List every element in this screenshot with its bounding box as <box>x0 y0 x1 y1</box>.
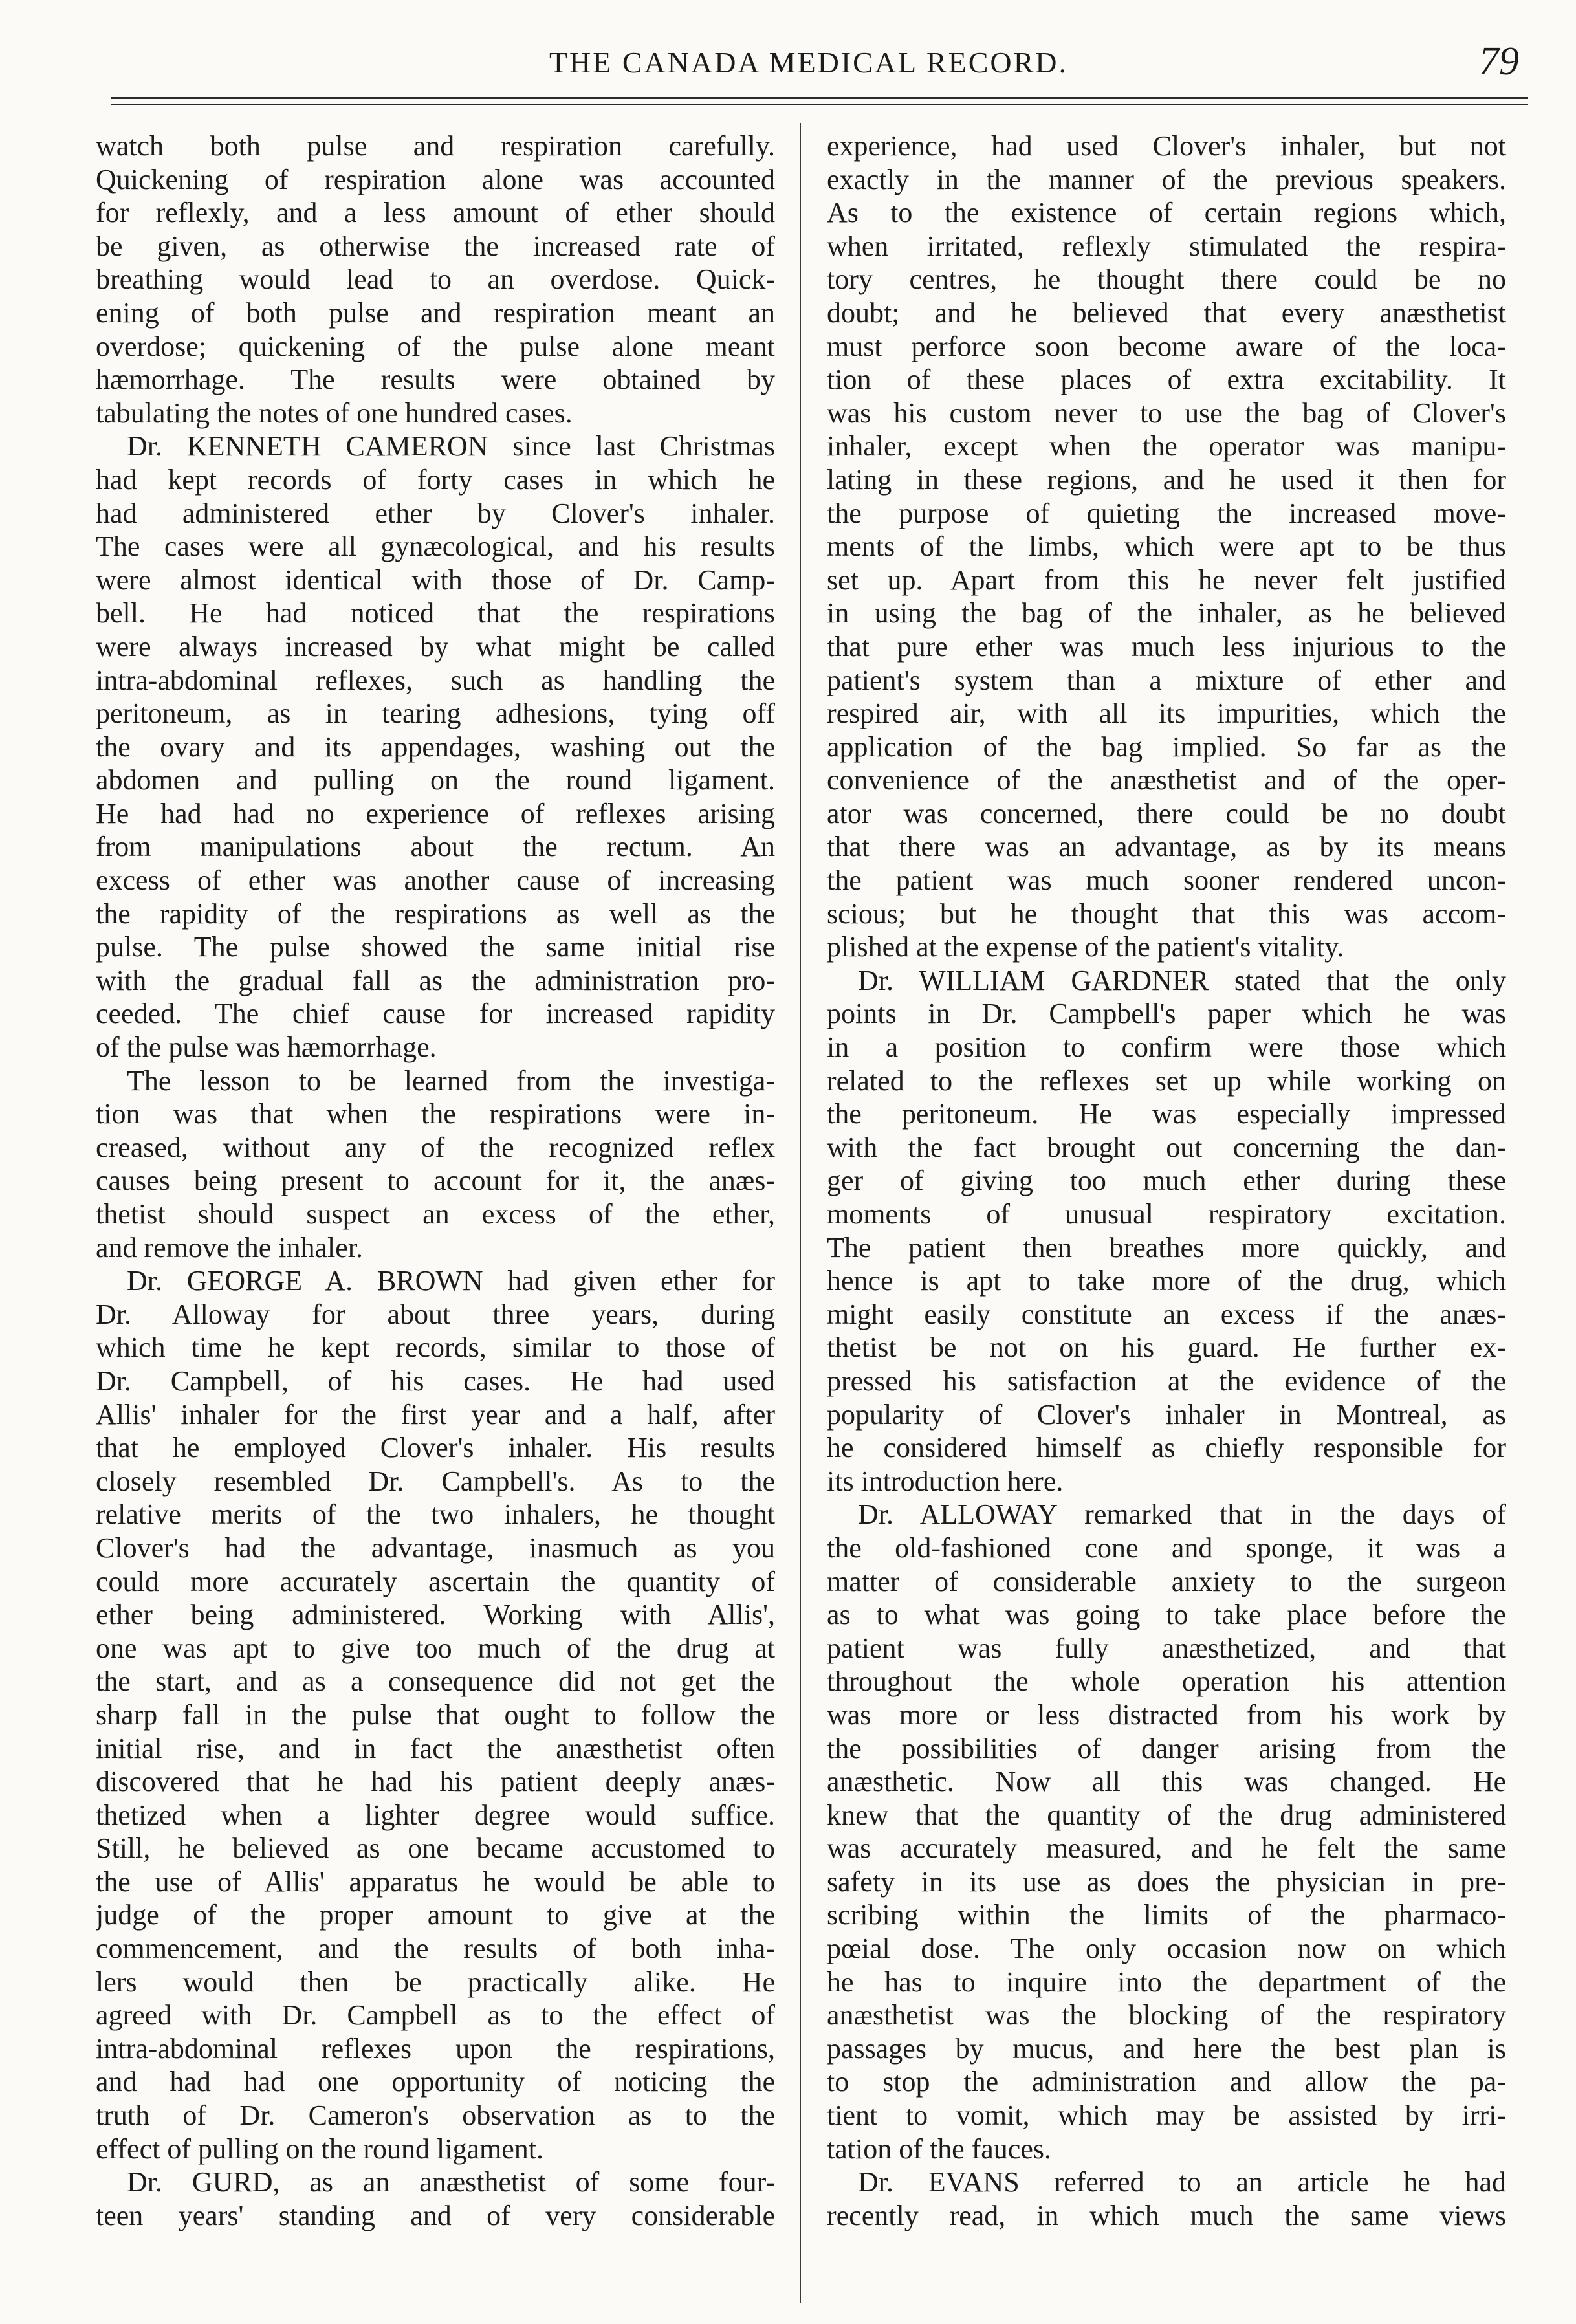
text-line: anæsthetic. Now all this was changed. He <box>827 1766 1506 1798</box>
text-line: were always increased by what might be called <box>96 630 775 663</box>
text-line: moments of unusual respiratory excitation. <box>827 1198 1506 1230</box>
text-line: safety in its use as does the physician in pre- <box>827 1865 1506 1898</box>
text-line: tabulating the notes of one hundred cases. <box>96 397 573 429</box>
text-line: Dr. ALLOWAY remarked that in the days of <box>858 1498 1506 1531</box>
text-line: exactly in the manner of the previous speakers. <box>827 163 1506 195</box>
text-line: the start, and as a consequence did not get the <box>96 1665 775 1698</box>
header-rule <box>111 104 1528 105</box>
text-line: ceeded. The chief cause for increased rapidity <box>96 998 775 1030</box>
text-line: when irritated, reflexly stimulated the respira- <box>827 230 1506 262</box>
text-line: As to the existence of certain regions which, <box>827 197 1506 229</box>
text-line: plished at the expense of the patient's vitality. <box>827 931 1344 963</box>
text-line: ger of giving too much ether during these <box>827 1165 1506 1197</box>
text-line: knew that the quantity of the drug administered <box>827 1799 1506 1831</box>
text-line: ether being administered. Working with Allis', <box>96 1599 775 1631</box>
text-line: the possibilities of danger arising from the <box>827 1732 1506 1764</box>
text-line: patient's system than a mixture of ether and <box>827 664 1506 696</box>
text-line: which time he kept records, similar to those of <box>96 1332 775 1364</box>
text-line: initial rise, and in fact the anæsthetist often <box>96 1732 775 1764</box>
text-line: Dr. EVANS referred to an article he had <box>858 2166 1506 2198</box>
text-line: Dr. Campbell, of his cases. He had used <box>96 1365 775 1397</box>
text-line: tion was that when the respirations were in- <box>96 1098 775 1130</box>
text-line: The lesson to be learned from the investiga- <box>127 1064 775 1097</box>
text-line: teen years' standing and of very considerable <box>96 2199 775 2231</box>
text-line: Dr. Alloway for about three years, during <box>96 1298 775 1330</box>
text-line: He had had no experience of reflexes arising <box>96 797 775 829</box>
text-line: and had had one opportunity of noticing the <box>96 2066 775 2098</box>
text-line: ator was concerned, there could be no doubt <box>827 797 1506 829</box>
text-line: discovered that he had his patient deeply anæs- <box>96 1766 775 1798</box>
text-line: had administered ether by Clover's inhaler. <box>96 497 775 529</box>
text-line: was accurately measured, and he felt the same <box>827 1832 1506 1865</box>
text-line: from manipulations about the rectum. An <box>96 831 775 863</box>
text-line: Dr. GEORGE A. BROWN had given ether for <box>127 1265 775 1297</box>
text-line: relative merits of the two inhalers, he thought <box>96 1498 775 1531</box>
text-line: intra-abdominal reflexes upon the respirations, <box>96 2032 775 2065</box>
text-line: the rapidity of the respirations as well as the <box>96 897 775 930</box>
text-line: for reflexly, and a less amount of ether should <box>96 197 775 229</box>
text-line: experience, had used Clover's inhaler, but not <box>827 130 1506 162</box>
text-line: patient was fully anæsthetized, and that <box>827 1632 1506 1664</box>
text-line: scious; but he thought that this was accom- <box>827 897 1506 930</box>
text-line: peritoneum, as in tearing adhesions, tying off <box>96 697 775 730</box>
text-line: the patient was much sooner rendered uncon- <box>827 864 1506 897</box>
column-divider <box>800 123 801 2303</box>
text-line: hæmorrhage. The results were obtained by <box>96 364 775 396</box>
text-line: points in Dr. Campbell's paper which he was <box>827 998 1506 1030</box>
text-line: thetized when a lighter degree would suffice. <box>96 1799 775 1831</box>
text-line: the use of Allis' apparatus he would be able to <box>96 1865 775 1898</box>
text-line: breathing would lead to an overdose. Quick- <box>96 263 775 296</box>
text-line: lers would then be practically alike. He <box>96 1966 775 1998</box>
text-line: the peritoneum. He was especially impressed <box>827 1098 1506 1130</box>
text-line: effect of pulling on the round ligament. <box>96 2132 544 2165</box>
text-line: throughout the whole operation his attention <box>827 1665 1506 1698</box>
journal-title: THE CANADA MEDICAL RECORD. <box>549 46 1069 79</box>
text-line: creased, without any of the recognized reflex <box>96 1131 775 1163</box>
text-line: that he employed Clover's inhaler. His results <box>96 1432 775 1464</box>
text-line: lating in these regions, and he used it then for <box>827 463 1506 496</box>
text-line: matter of considerable anxiety to the surgeon <box>827 1565 1506 1597</box>
text-line: ening of both pulse and respiration meant an <box>96 296 775 329</box>
text-line: as to what was going to take place before the <box>827 1599 1506 1631</box>
text-line: anæsthetist was the blocking of the respiratory <box>827 1999 1506 2032</box>
text-line: with the gradual fall as the administration pro- <box>96 964 775 996</box>
text-line: set up. Apart from this he never felt justified <box>827 564 1506 596</box>
text-line: overdose; quickening of the pulse alone meant <box>96 330 775 362</box>
text-line: one was apt to give too much of the drug at <box>96 1632 775 1664</box>
text-line: pressed his satisfaction at the evidence of the <box>827 1365 1506 1397</box>
text-line: Still, he believed as one became accustomed to <box>96 1832 775 1865</box>
text-line: sharp fall in the pulse that ought to follow the <box>96 1698 775 1731</box>
text-line: thetist be not on his guard. He further ex- <box>827 1332 1506 1364</box>
text-line: related to the reflexes set up while working on <box>827 1064 1506 1097</box>
text-line: in a position to confirm were those which <box>827 1031 1506 1064</box>
text-line: was his custom never to use the bag of Clover's <box>827 397 1506 429</box>
text-line: the ovary and its appendages, washing out the <box>96 730 775 763</box>
text-line: Dr. KENNETH CAMERON since last Christmas <box>127 430 775 463</box>
left-column <box>96 129 775 2232</box>
text-line: ments of the limbs, which were apt to be thus <box>827 531 1506 563</box>
text-line: that pure ether was much less injurious to the <box>827 630 1506 663</box>
text-line: watch both pulse and respiration carefully. <box>96 130 775 162</box>
text-line: truth of Dr. Cameron's observation as to the <box>96 2099 775 2132</box>
text-line: its introduction here. <box>827 1465 1064 1497</box>
text-line: could more accurately ascertain the quantity of <box>96 1565 775 1597</box>
text-line: in using the bag of the inhaler, as he believed <box>827 597 1506 630</box>
text-line: he considered himself as chiefly responsible for <box>827 1432 1506 1464</box>
text-line: scribing within the limits of the pharmaco- <box>827 1899 1506 1931</box>
text-line: convenience of the anæsthetist and of the oper- <box>827 764 1506 796</box>
text-line: had kept records of forty cases in which he <box>96 463 775 496</box>
text-line: recently read, in which much the same views <box>827 2199 1506 2231</box>
text-line: the purpose of quieting the increased move- <box>827 497 1506 529</box>
text-line: he has to inquire into the department of the <box>827 1966 1506 1998</box>
text-line: commencement, and the results of both inha- <box>96 1933 775 1965</box>
text-line: passages by mucus, and here the best plan is <box>827 2032 1506 2065</box>
text-line: tation of the fauces. <box>827 2132 1051 2165</box>
text-line: The cases were all gynæcological, and his results <box>96 531 775 563</box>
text-line: and remove the inhaler. <box>96 1231 363 1264</box>
text-line: with the fact brought out concerning the dan- <box>827 1131 1506 1163</box>
text-line: tient to vomit, which may be assisted by irri- <box>827 2099 1506 2132</box>
text-line: might easily constitute an excess if the anæs- <box>827 1298 1506 1330</box>
text-line: closely resembled Dr. Campbell's. As to the <box>96 1465 775 1497</box>
text-line: popularity of Clover's inhaler in Montreal, as <box>827 1398 1506 1431</box>
text-line: judge of the proper amount to give at the <box>96 1899 775 1931</box>
text-line: must perforce soon become aware of the loca- <box>827 330 1506 362</box>
text-line: the old-fashioned cone and sponge, it was a <box>827 1531 1506 1564</box>
text-line: Clover's had the advantage, inasmuch as you <box>96 1531 775 1564</box>
text-line: respired air, with all its impurities, which the <box>827 697 1506 730</box>
text-line: inhaler, except when the operator was manipu- <box>827 430 1506 463</box>
text-line: bell. He had noticed that the respirations <box>96 597 775 630</box>
running-header <box>91 38 1527 89</box>
text-line: pulse. The pulse showed the same initial rise <box>96 931 775 963</box>
text-line: pœial dose. The only occasion now on which <box>827 1933 1506 1965</box>
text-line: Allis' inhaler for the first year and a half, after <box>96 1398 775 1431</box>
text-line: Dr. WILLIAM GARDNER stated that the only <box>858 964 1506 996</box>
text-line: that there was an advantage, as by its means <box>827 831 1506 863</box>
text-line: to stop the administration and allow the pa- <box>827 2066 1506 2098</box>
text-line: tory centres, he thought there could be no <box>827 263 1506 296</box>
right-column <box>827 129 1506 2232</box>
header-rule <box>111 97 1528 99</box>
text-line: intra-abdominal reflexes, such as handling the <box>96 664 775 696</box>
text-line: of the pulse was hæmorrhage. <box>96 1031 437 1064</box>
text-line: excess of ether was another cause of increasing <box>96 864 775 897</box>
text-line: The patient then breathes more quickly, and <box>827 1231 1506 1264</box>
text-line: agreed with Dr. Campbell as to the effect of <box>96 1999 775 2032</box>
text-line: causes being present to account for it, the anæs- <box>96 1165 775 1197</box>
page-number: 79 <box>1479 39 1519 83</box>
text-line: Quickening of respiration alone was accounted <box>96 163 775 195</box>
text-line: hence is apt to take more of the drug, which <box>827 1265 1506 1297</box>
text-line: was more or less distracted from his work by <box>827 1698 1506 1731</box>
text-line: were almost identical with those of Dr. Camp- <box>96 564 775 596</box>
text-line: application of the bag implied. So far as the <box>827 730 1506 763</box>
text-line: tion of these places of extra excitability. It <box>827 364 1506 396</box>
text-line: thetist should suspect an excess of the ether, <box>96 1198 775 1230</box>
text-line: doubt; and he believed that every anæsthetist <box>827 296 1506 329</box>
text-line: abdomen and pulling on the round ligament. <box>96 764 775 796</box>
text-line: be given, as otherwise the increased rate of <box>96 230 775 262</box>
text-line: Dr. GURD, as an anæsthetist of some four- <box>127 2166 775 2198</box>
